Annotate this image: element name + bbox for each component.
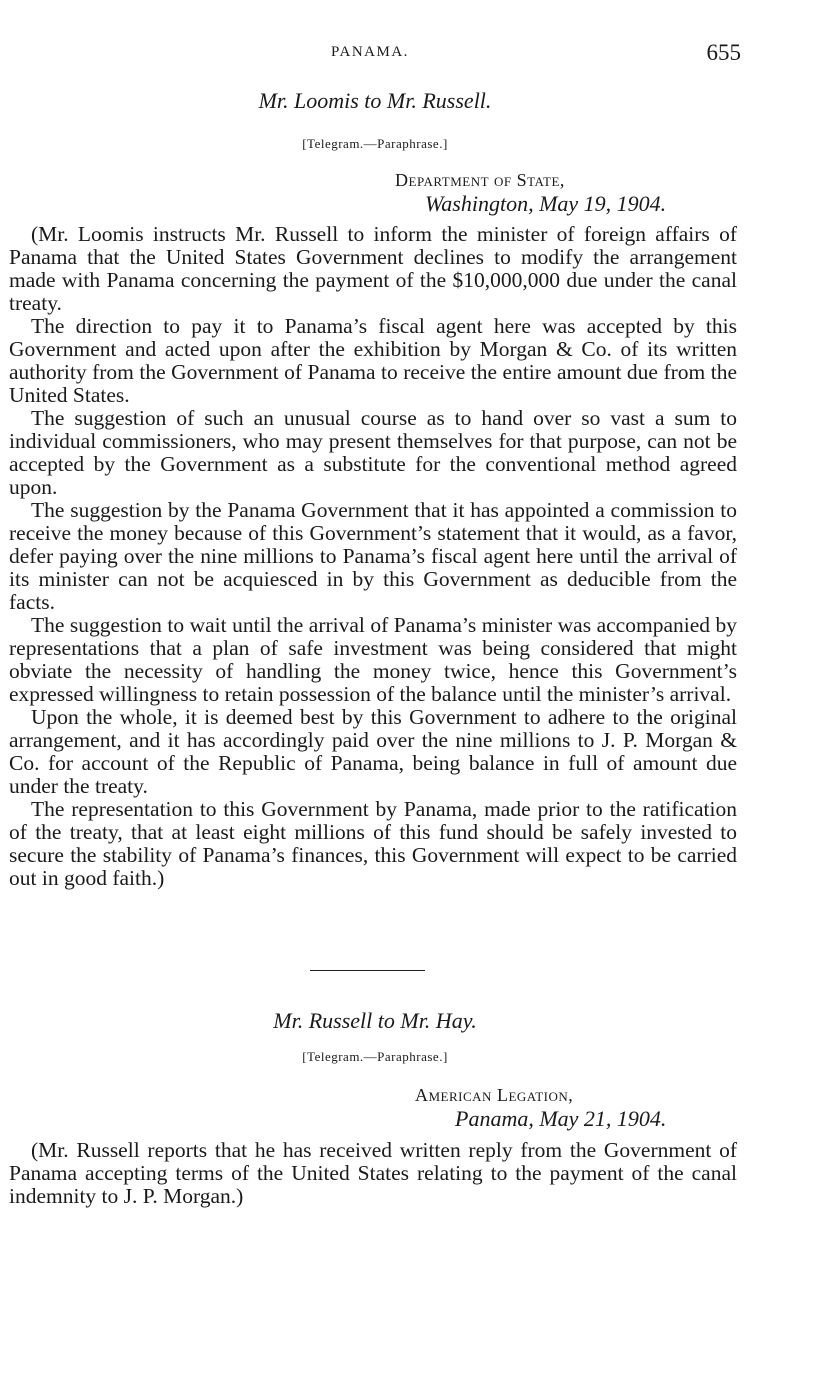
document-2-body <box>9 1139 737 1208</box>
document-1-paragraph: Upon the whole, it is deemed best by this Government to adhere to the original arrangement, and it has accordingly paid over the nine millions to J. P. Morgan & Co. for account of the Republic of Panama, being balance in full of amount due under the treaty. <box>9 705 737 798</box>
document-1-paragraph: The direction to pay it to Panama’s fiscal agent here was accepted by this Government and acted upon after the exhibition by Morgan & Co. of its written authority from the Government of Panama to receive the entire amount due from the United States. <box>9 314 737 407</box>
document-1-heading: Mr. Loomis to Mr. Russell. <box>258 88 492 113</box>
document-1-paragraph: The suggestion of such an unusual course as to hand over so vast a sum to individual commissioners, who may present themselves for that purpose, can not be accepted by the Government as a substitute for the conventional method agreed upon. <box>9 406 737 499</box>
document-2-heading: Mr. Russell to Mr. Hay. <box>273 1008 477 1033</box>
document-1-body <box>9 223 737 890</box>
document-1-paragraph: (Mr. Loomis instructs Mr. Russell to inform the minister of foreign affairs of Panama that the United States Government declines to modify the arrangement made with Panama concerning the payment of the $10,000,000 due under the canal treaty. <box>9 222 737 315</box>
document-1-paragraph: The representation to this Government by Panama, made prior to the ratification of the treaty, that at least eight millions of this fund should be safely invested to secure the stability of Panama’s finances, this Government will expect to be carried out in good faith.) <box>9 797 737 890</box>
document-1-place-date: Washington, May 19, 1904. <box>425 191 667 216</box>
running-title: PANAMA. <box>331 44 409 60</box>
document-2-sender <box>0 1085 740 1132</box>
document-1-office: Department of State, <box>395 170 565 190</box>
document-2-note: [Telegram.—Paraphrase.] <box>302 1049 448 1064</box>
section-divider <box>310 970 425 971</box>
document-1-note: [Telegram.—Paraphrase.] <box>302 136 448 151</box>
running-head <box>0 40 821 70</box>
document-2-paragraph: (Mr. Russell reports that he has received written reply from the Government of Panama accepting terms of the United States relating to the payment of the canal indemnity to J. P. Morgan.) <box>9 1138 737 1208</box>
document-2-office: American Legation, <box>415 1085 574 1105</box>
document-1-paragraph: The suggestion by the Panama Government that it has appointed a commission to receive the money because of this Government’s statement that it would, as a favor, defer paying over the nine millions to Panama’s fiscal agent here until the arrival of its minister can not be acquiesced in by this Government as deducible from the facts. <box>9 498 737 614</box>
page-number: 655 <box>706 40 741 65</box>
document-1-sender <box>0 170 740 217</box>
document-1-paragraph: The suggestion to wait until the arrival of Panama’s minister was accompanied by representations that a plan of safe investment was being considered that might obviate the necessity of handling the money twice, hence this Government’s expressed willingness to retain possession of the balance until the minister’s arrival. <box>9 613 737 706</box>
document-2-place-date: Panama, May 21, 1904. <box>455 1106 667 1131</box>
